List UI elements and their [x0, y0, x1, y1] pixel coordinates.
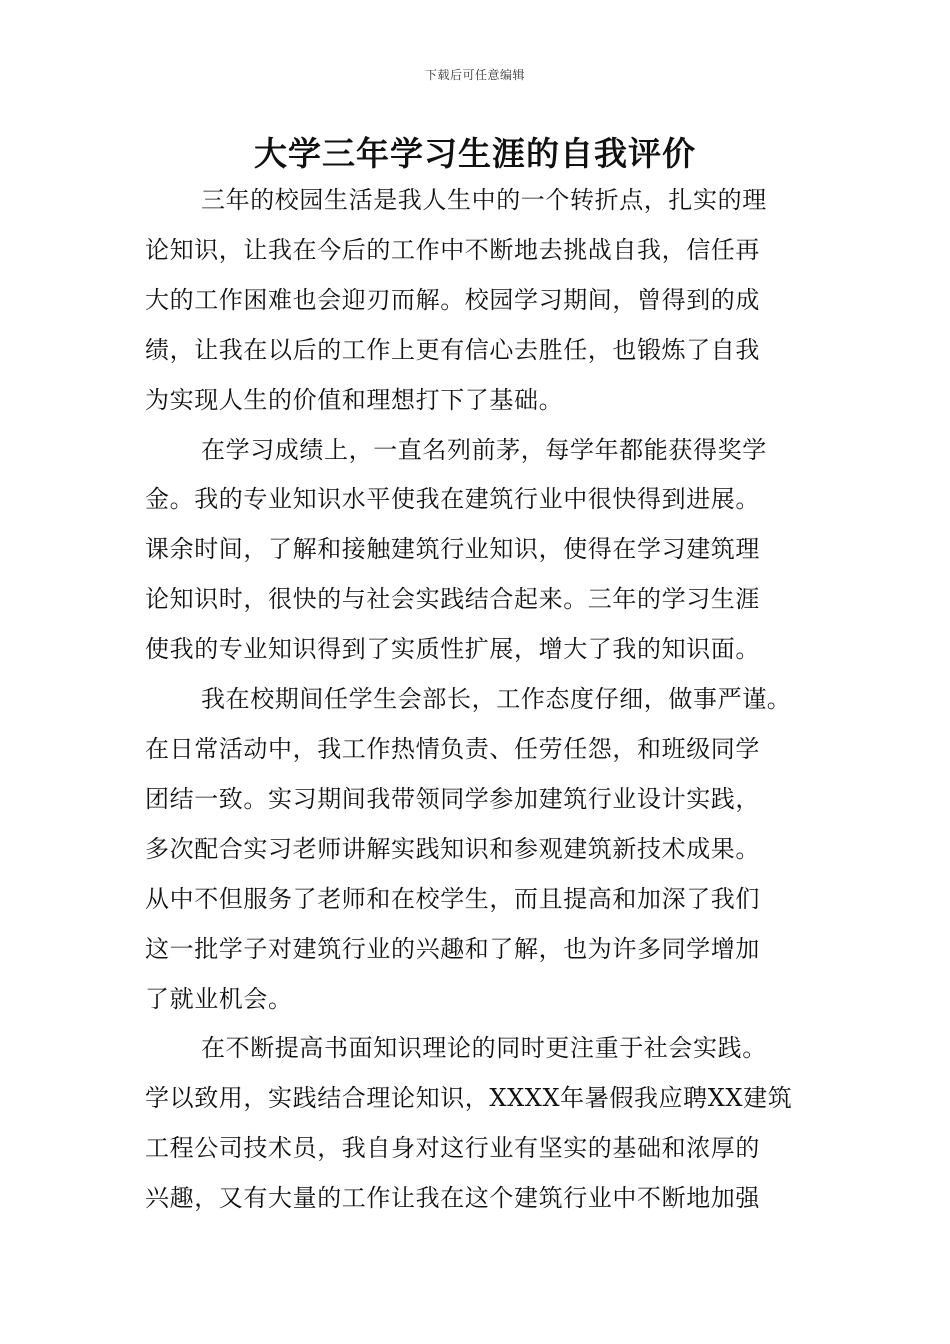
text-line: 在不断提高书面知识理论的同时更注重于社会实践。: [201, 1034, 767, 1063]
text-line: 绩，让我在以后的工作上更有信心去胜任，也锻炼了自我: [145, 335, 760, 364]
text-line: 论知识时，很快的与社会实践结合起来。三年的学习生涯: [145, 585, 760, 614]
text-line: 论知识，让我在今后的工作中不断地去挑战自我，信任再: [145, 235, 760, 264]
paragraph-1: [145, 176, 825, 426]
text-line: 从中不但服务了老师和在校学生，而且提高和加深了我们: [145, 884, 760, 913]
text-line: 三年的校园生活是我人生中的一个转折点，扎实的理: [201, 186, 767, 214]
text-line: 在学习成绩上，一直名列前茅，每学年都能获得奖学: [201, 435, 767, 464]
text-line: 这一批学子对建筑行业的兴趣和了解，也为许多同学增加: [145, 934, 760, 963]
text-line: 了就业机会。: [145, 984, 293, 1013]
text-line: 工程公司技术员，我自身对这行业有坚实的基础和浓厚的: [145, 1134, 760, 1163]
text-line: 兴趣，又有大量的工作让我在这个建筑行业中不断地加强: [145, 1184, 760, 1213]
text-line: 学以致用，实践结合理论知识，XXXX年暑假我应聘XX建筑: [145, 1084, 793, 1113]
document-body: [145, 176, 825, 1224]
paragraph-4: [145, 1024, 825, 1224]
text-line: 大的工作困难也会迎刃而解。校园学习期间，曾得到的成: [145, 285, 760, 314]
text-line: 课余时间，了解和接触建筑行业知识，使得在学习建筑理: [145, 535, 760, 564]
text-line: 多次配合实习老师讲解实践知识和参观建筑新技术成果。: [145, 834, 760, 863]
text-line: 金。我的专业知识水平使我在建筑行业中很快得到进展。: [145, 485, 760, 514]
header-note: 下载后可任意编辑: [424, 68, 525, 82]
text-line: 我在校期间任学生会部长，工作态度仔细，做事严谨。: [201, 685, 792, 714]
paragraph-3: [145, 675, 825, 1024]
text-line: 团结一致。实习期间我带领同学参加建筑行业设计实践，: [145, 784, 760, 813]
text-line: 为实现人生的价值和理想打下了基础。: [145, 385, 564, 414]
paragraph-2: [145, 426, 825, 676]
text-line: 使我的专业知识得到了实质性扩展，增大了我的知识面。: [145, 635, 760, 664]
document-title: 大学三年学习生涯的自我评价: [254, 134, 696, 173]
text-line: 在日常活动中，我工作热情负责、任劳任怨，和班级同学: [145, 734, 760, 763]
